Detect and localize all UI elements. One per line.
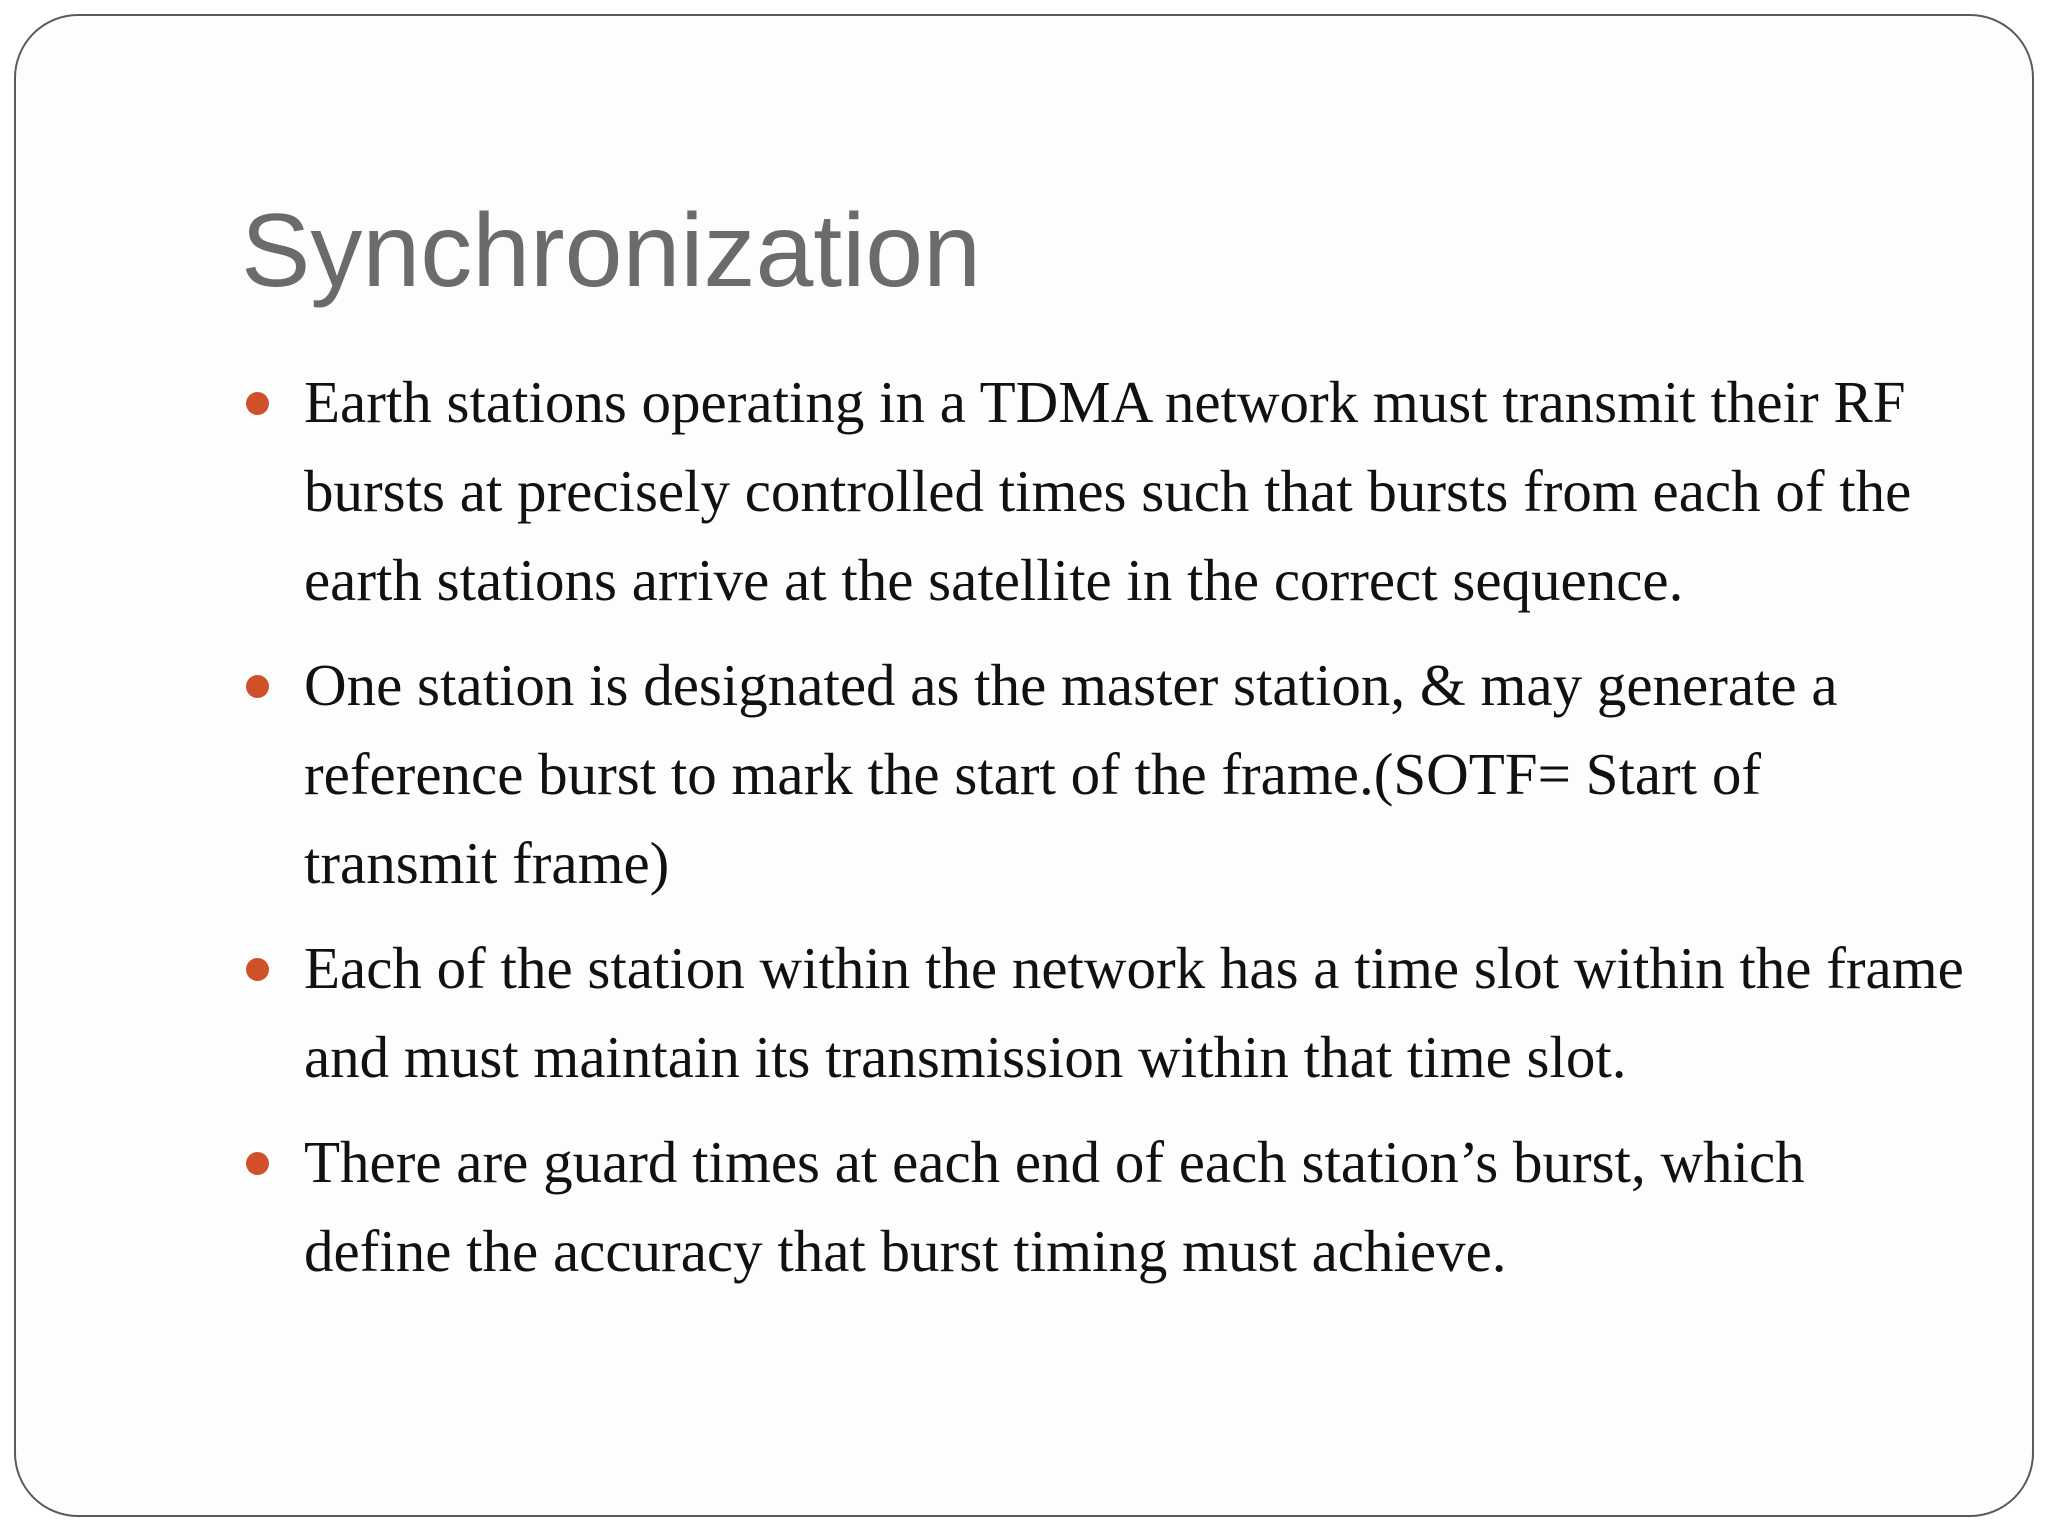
bullet-text: Earth stations operating in a TDMA network must transmit their RF bursts at precisely controlled times such that bursts from each of the earth stations arrive at the satellite in the correct sequence. xyxy=(304,369,1912,613)
bullet-item-time-slot xyxy=(304,924,1964,1102)
bullet-text: Each of the station within the network has a time slot within the frame and must maintain its transmission within that time slot. xyxy=(304,935,1964,1090)
bullet-dot-icon xyxy=(246,958,269,981)
bullet-list xyxy=(304,358,1964,1312)
slide-title: Synchronization xyxy=(241,193,981,309)
bullet-text: There are guard times at each end of each station’s burst, which define the accuracy that burst timing must achieve. xyxy=(304,1129,1805,1284)
bullet-dot-icon xyxy=(246,392,269,415)
slide-frame xyxy=(14,14,2034,1517)
bullet-dot-icon xyxy=(246,675,269,698)
bullet-text: One station is designated as the master station, & may generate a reference burst to mark the start of the frame.(SOTF= Start of transmit frame) xyxy=(304,652,1838,896)
bullet-item-guard-times xyxy=(304,1118,1964,1296)
bullet-dot-icon xyxy=(246,1152,269,1175)
bullet-item-earth-stations xyxy=(304,358,1964,625)
bullet-item-master-station xyxy=(304,641,1964,908)
